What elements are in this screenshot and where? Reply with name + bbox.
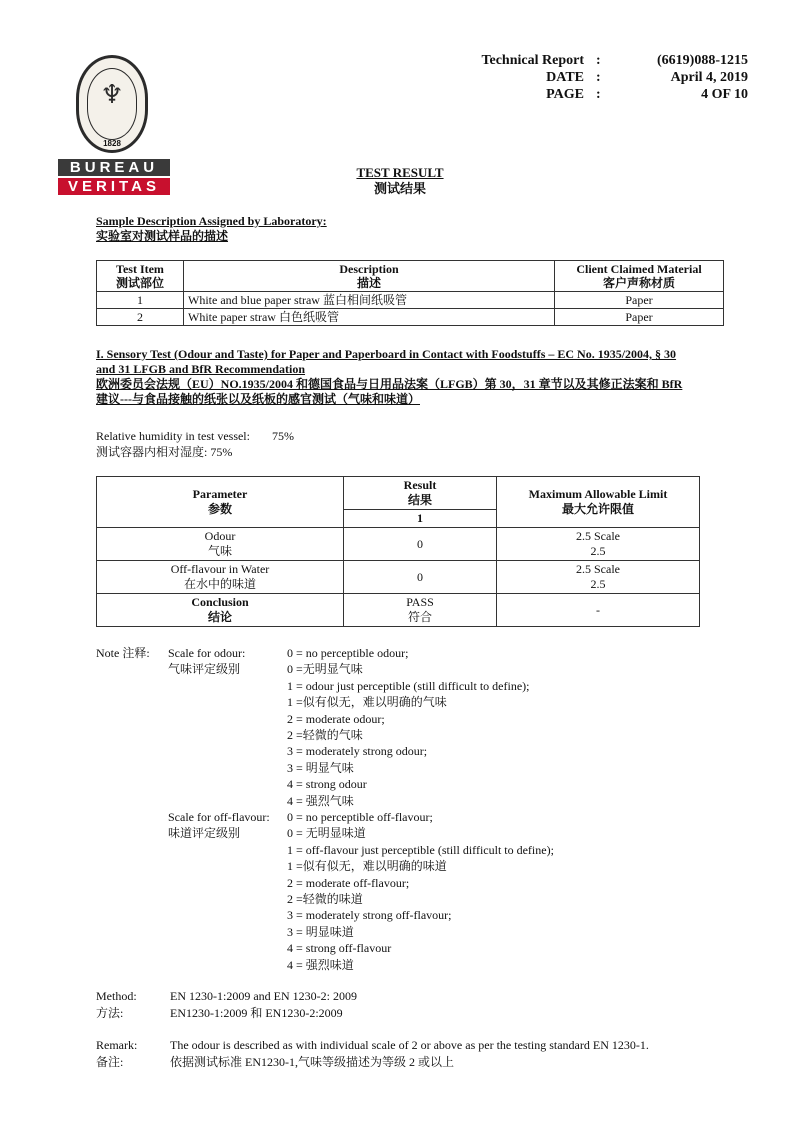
note-label: Note 注释: bbox=[96, 646, 150, 660]
report-date: April 4, 2019 bbox=[670, 70, 748, 85]
logo-text-bureau: BUREAU bbox=[58, 159, 170, 176]
header-label-report: Technical Report bbox=[481, 53, 584, 68]
method-text: EN 1230-1:2009 and EN 1230-2: 2009 EN1230-1:2009 和 EN1230-2:2009 bbox=[170, 989, 357, 1020]
humidity-info: Relative humidity in test vessel: 75% 测试容器内相对湿度: 75% bbox=[96, 429, 294, 459]
result-sample-number: 1 bbox=[344, 510, 497, 528]
seal-year: 1828 bbox=[103, 139, 121, 148]
table-header-row bbox=[97, 477, 700, 510]
odour-scale-label: Scale for odour: 气味评定级别 bbox=[168, 646, 246, 677]
report-number: (6619)088-1215 bbox=[657, 53, 748, 68]
humidity-value: 75% bbox=[271, 429, 294, 443]
col-description: Description 描述 bbox=[184, 261, 555, 292]
sample-heading: Sample Description Assigned by Laboratory: 实验室对测试样品的描述 bbox=[96, 214, 327, 243]
page-number: 4 OF 10 bbox=[701, 87, 748, 102]
figure-icon: ♆ bbox=[100, 80, 124, 109]
table-header-row bbox=[97, 261, 724, 292]
remark-label: Remark: 备注: bbox=[96, 1038, 138, 1069]
conclusion-result: PASS 符合 bbox=[344, 594, 497, 627]
table-row: 2 White paper straw 白色纸吸管 Paper bbox=[97, 309, 724, 326]
report-header: Technical Report : (6619)088-1215 DATE : April 4, 2019 PAGE : 4 OF 10 bbox=[0, 52, 800, 112]
table-row: Off-flavour in Water 在水中的味道 0 2.5 Scale 2.5 bbox=[97, 561, 700, 594]
flavour-scale-list: 0 = no perceptible off-flavour; 0 = 无明显味道 1 = off-flavour just perceptible (still difficult to define); 1 =似有似无，难以明确的味道 2 = moderate off-flavour; 2 =轻微的味道 3 = moderately strong off-flavour; 3 = 明显味道 4 = strong off-flavour 4 = 强烈味道 bbox=[287, 810, 554, 972]
logo-text-veritas: VERITAS bbox=[58, 178, 170, 195]
col-material: Client Claimed Material 客户声称材质 bbox=[555, 261, 724, 292]
section-heading: I. Sensory Test (Odour and Taste) for Paper and Paperboard in Contact with Foodstuffs – EC No. 1935/2004, § 30 and 31 LFGB and BfR Recommendation 欧洲委员会法规（EU）NO.1935/2004 和德国食品与日用品法案（LFGB）第 30，31 章节以及其修正法案和 BfR 建议---与食品接触的纸张以及纸板的感官测试（气味和味道） bbox=[96, 347, 683, 406]
col-parameter: Parameter 参数 bbox=[97, 477, 344, 528]
title-cn: 测试结果 bbox=[373, 181, 426, 196]
title-en: TEST RESULT bbox=[356, 165, 444, 180]
odour-scale-list: 0 = no perceptible odour; 0 =无明显气味 1 = odour just perceptible (still difficult to define); 1 =似有似无，难以明确的气味 2 = moderate odour; 2 =轻微的气味 3 = moderately strong odour; 3 = 明显气味 4 = strong odour 4 = 强烈气味 bbox=[287, 646, 530, 808]
page-title bbox=[0, 165, 800, 197]
conclusion-row: Conclusion 结论 PASS 符合 - bbox=[97, 594, 700, 627]
col-limit: Maximum Allowable Limit 最大允许限值 bbox=[497, 477, 700, 528]
table-row: Odour 气味 0 2.5 Scale 2.5 bbox=[97, 528, 700, 561]
remark-text: The odour is described as with individual scale of 2 or above as per the testing standard EN 1230-1. 依据测试标准 EN1230-1,气味等级描述为等级 2 或以上 bbox=[170, 1038, 649, 1069]
col-test-item: Test Item 测试部位 bbox=[97, 261, 184, 292]
flavour-scale-label: Scale for off-flavour: 味道评定级别 bbox=[168, 810, 270, 841]
table-row: 1 White and blue paper straw 蓝白相间纸吸管 Paper bbox=[97, 292, 724, 309]
header-label-date: DATE bbox=[546, 70, 584, 85]
col-result: Result 结果 bbox=[344, 477, 497, 510]
header-label-page: PAGE bbox=[546, 87, 584, 102]
sample-table bbox=[96, 260, 724, 326]
results-table bbox=[96, 476, 700, 627]
method-label: Method: 方法: bbox=[96, 989, 137, 1020]
